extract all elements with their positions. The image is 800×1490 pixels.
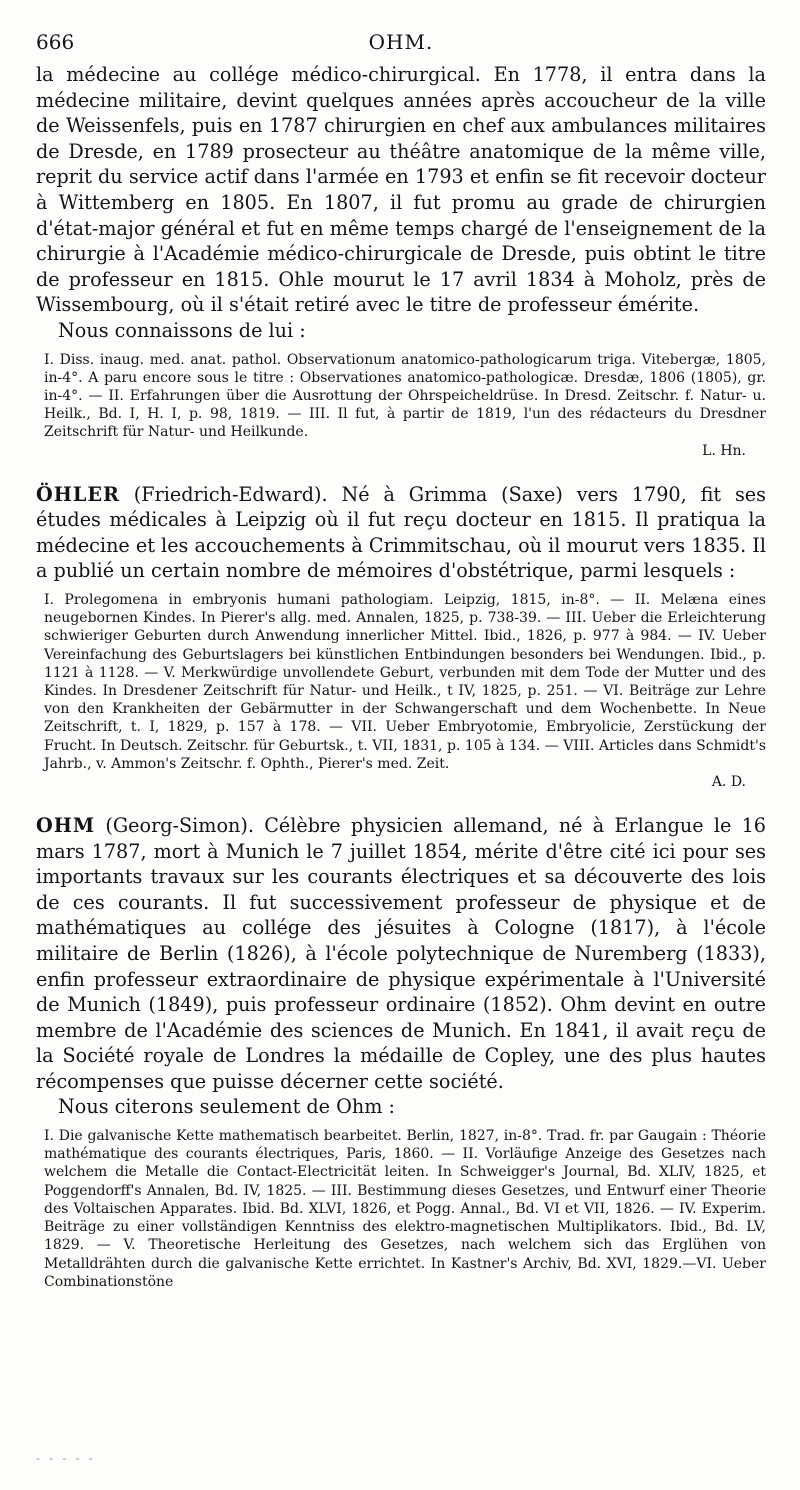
entry-paragraph	[36, 813, 766, 1095]
footer-marks: - - - - -	[36, 1452, 96, 1465]
entry-given-names: (Friedrich-Edward).	[133, 482, 328, 506]
page-body	[36, 62, 766, 1291]
entry-text: Célèbre physicien allemand, né à Erlangue le 16 mars 1787, mort à Munich le 7 juillet 1854, mérite d'être cité ici pour ses importants travaux sur les courants électriques et sa découverte des lois de ces courants. Il fut successivement professeur de physique et de mathématiques au collége des jésuites à Cologne (1817), à l'école militaire de Berlin (1826), à l'école polytechnique de Nuremberg (1833), enfin professeur extraordinaire de physique expérimentale à l'Université de Munich (1849), puis professeur ordinaire (1852). Ohm devint en outre membre de l'Académie des sciences de Munich. En 1841, il avait reçu de la Société royale de Londres la médaille de Copley, une des plus hautes récompenses que puisse décerner cette société.	[36, 813, 766, 1093]
entry-text: la médecine au collége médico-chirurgical. En 1778, il entra dans la médecine militaire, devint quelques années après accoucheur de la ville de Weissenfels, puis en 1787 chirurgien en chef aux ambulances militaires de Dresde, en 1789 prosecteur au théâtre anatomique de la même ville, reprit du service actif dans l'armée en 1793 et enfin se fit recevoir docteur à Wittemberg en 1805. En 1807, il fut promu au grade de chirurgien d'état-major général et fut en même temps chargé de l'enseignement de la chirurgie à l'Académie médico-chirurgicale de Dresde, puis obtint le titre de professeur en 1815. Ohle mourut le 17 avril 1834 à Moholz, près de Wissembourg, où il s'était retiré avec le titre de professeur émérite.	[36, 63, 766, 317]
entry-ohle-continuation	[36, 62, 766, 460]
entry-given-names: (Georg-Simon).	[105, 813, 254, 837]
running-head: OHM.	[368, 30, 434, 54]
entry-ohler	[36, 482, 766, 791]
entry-text: Né à Grimma (Saxe) vers 1790, fit ses études médicales à Leipzig où il fut reçu docteur en 1815. Il pratiqua la médecine et les accouchements à Crimmitschau, où il mourut vers 1835. Il a publié un certain nombre de mémoires d'obstétrique, parmi lesquels :	[36, 482, 766, 583]
bibliography-list: I. Prolegomena in embryonis humani pathologiam. Leipzig, 1815, in-8°. — II. Melæna eines neugebornen Kindes. In Pierer's allg. med. Annalen, 1825, p. 738-39. — III. Ueber die Erleichterung schwieriger Geburten durch Anwendung innerlicher Mittel. Ibid., 1826, p. 977 à 984. — IV. Ueber Vereinfachung des Geburtslagers bei künstlichen Entbindungen besonders bei Wendungen. Ibid., p. 1121 à 1128. — V. Merkwürdige unvollendete Geburt, verbunden mit dem Tode der Mutter und des Kindes. In Dresdener Zeitschrift für Natur- und Heilk., t IV, 1825, p. 251. — VI. Beiträge zur Lehre von den Krankheiten der Gebärmutter in der Schwangerschaft und dem Wochenbette. In Neue Zeitschrift, t. I, 1829, p. 157 à 178. — VII. Ueber Embryotomie, Embryolicie, Zerstückung der Frucht. In Deutsch. Zeitschr. für Geburtsk., t. VII, 1831, p. 105 à 134. — VIII. Articles dans Schmidt's Jahrb., v. Ammon's Zeitschr. f. Ophth., Pierer's med. Zeit.	[44, 591, 766, 772]
author-signature: A. D.	[711, 773, 746, 790]
page-number: 666	[36, 30, 75, 54]
bibliography-list: I. Diss. inaug. med. anat. pathol. Observationum anatomico-pathologicarum triga. Vitebergæ, 1805, in-4°. A paru encore sous le titre : Observationes anatomico-pathologicæ. Dresdæ, 1806 (1805), gr. in-4°. — II. Erfahrungen über die Ausrottung der Ohrspeicheldrüse. In Dresd. Zeitschr. f. Natur- u. Heilk., Bd. I, H. I, p. 98, 1819. — III. Il fut, à partir de 1819, l'un des rédacteurs du Dresdner Zeitschrift für Natur- und Heilkunde.	[44, 351, 766, 441]
bibliography-intro: Nous connaissons de lui :	[58, 318, 306, 342]
bibliography-list: I. Die galvanische Kette mathematisch bearbeitet. Berlin, 1827, in-8°. Trad. fr. par Gaugain : Théorie mathématique des courants électriques, Paris, 1860. — II. Vorläufige Anzeige des Gesetzes nach welchem die Metalle die Contact-Electricität leiten. In Schweigger's Journal, Bd. XLIV, 1825, et Poggendorff's Annalen, Bd. IV, 1825. — III. Bestimmung dieses Gesetzes, und Entwurf einer Theorie des Voltaischen Apparates. Ibid. Bd. XLVI, 1826, et Pogg. Annal., Bd. VI et VII, 1826. — IV. Experim. Beiträge zu einer vollständigen Kenntniss des elektro-magnetischen Multiplikators. Ibid., Bd. LV, 1829. — V. Theoretische Herleitung des Gesetzes, nach welchem sich das Erglühen von Metalldrähten durch die galvanische Kette errichtet. In Kastner's Archiv, Bd. XVI, 1829.—VI. Ueber Combinationstöne	[44, 1128, 766, 1290]
entry-paragraph	[36, 482, 766, 584]
page-header	[36, 30, 766, 60]
entry-headword: ÖHLER	[36, 482, 120, 506]
bibliography-intro: Nous citerons seulement de Ohm :	[58, 1095, 395, 1119]
entry-ohm	[36, 813, 766, 1291]
author-signature: L. Hn.	[702, 442, 746, 459]
entry-headword: OHM	[36, 813, 96, 837]
